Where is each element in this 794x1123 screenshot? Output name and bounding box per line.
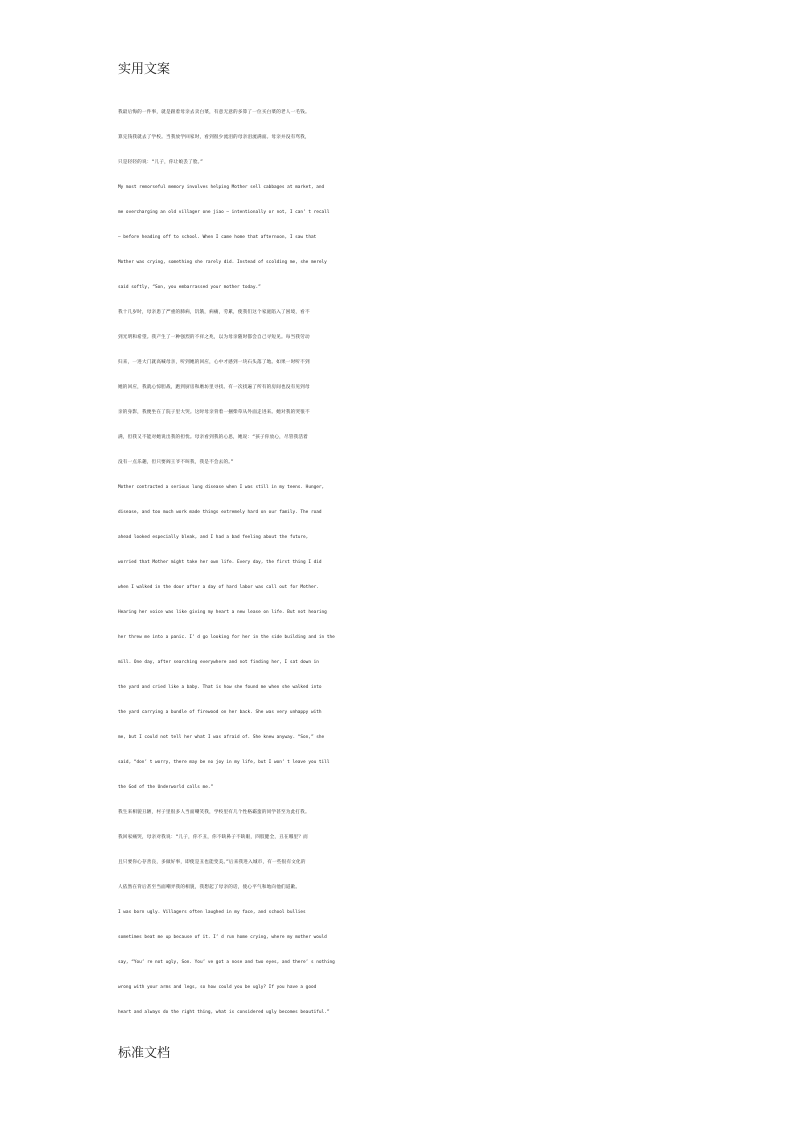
paragraph-zh <box>118 100 708 175</box>
page-header: 实用文案 <box>118 62 171 77</box>
text-line: 满，但我又不能对她说出我的担忧。母亲看到我的心思，她说：“孩子你放心，尽管我活着 <box>118 435 308 440</box>
document-body <box>118 100 708 1025</box>
text-line: 我生来相貌丑陋，村子里很多人当面嘲笑我，学校里有几个性格霸蛮的同学甚至为此打我。 <box>118 810 310 815</box>
text-line: Mother was crying, something she rarely did. Instead of scolding me, she merely <box>118 260 327 265</box>
text-line: say, “You’ re not ugly, Son. You’ ve got a nose and two eyes, and there’ s nothing <box>118 960 335 965</box>
text-line: sometimes beat me up because of it. I’ d run home crying, where my mother would <box>118 935 327 940</box>
text-line: her threw me into a panic. I’ d go looking for her in the side building and in the <box>118 635 335 640</box>
text-line: heart and always do the right thing, what is considered ugly becomes beautiful.” <box>118 1010 330 1015</box>
text-line: 且只要你心存善良，多做好事，即使是丑也能变美。”后来我进入城市，有一些很有文化的 <box>118 860 306 865</box>
paragraph-en <box>118 475 708 800</box>
paragraph-zh <box>118 300 708 475</box>
text-line: ahead looked especially bleak, and I had a bad feeling about the future, <box>118 535 309 540</box>
text-line: the God of the Underworld calls me.” <box>118 785 214 790</box>
text-line: Hearing her voice was like giving my heart a new lease on life. But not hearing <box>118 610 327 615</box>
text-line: 只是轻轻的说：“儿子，你让娘丢了脸。” <box>118 160 204 165</box>
text-line: said, “don’ t worry, there may be no joy in my life, but I won’ t leave you till <box>118 760 330 765</box>
text-line: 人依然在背后甚至当面嘲弄我的相貌，我想起了母亲的话，使心平气和地向他们道歉。 <box>118 885 301 890</box>
text-line: 她的回应，我就心惊胆战，跑到厨房和磨坊里寻找。有一次找遍了所有的房间也没有见到母 <box>118 385 310 390</box>
text-line: me overcharging an old villager one jiao – intentionally or not, I can’ t recall <box>118 210 330 215</box>
text-line: 我最后悔的一件事，就是跟着母亲去卖白菜，有意无意的多算了一位买白菜的老人一毛钱。 <box>118 110 310 115</box>
paragraph-en <box>118 900 708 1025</box>
text-line: Mother contracted a serious lung disease when I was still in my teens. Hunger, <box>118 485 325 490</box>
text-line: I was born ugly. Villagers often laughed in my face, and school bullies <box>118 910 306 915</box>
text-line: 我回家痛哭，母亲对我说：“儿子，你不丑，你不缺鼻子不缺眼，四肢健全，丑在哪里？而 <box>118 835 308 840</box>
text-line: me, but I could not tell her what I was afraid of. She knew anyway. “Son,” she <box>118 735 325 740</box>
text-line: 亲的身影，我便坐在了院子里大哭。这时母亲背着一捆柴草从外面走进来。她对我的哭很不 <box>118 410 310 415</box>
paragraph-zh <box>118 800 708 900</box>
text-line: 归来，一进大门就高喊母亲，听到她的回应，心中才感到一块石头落了地。如果一时听不到 <box>118 360 310 365</box>
page-footer: 标准文档 <box>118 1046 171 1061</box>
text-line: My most remorseful memory involves helping Mother sell cabbages at market, and <box>118 185 325 190</box>
text-line: disease, and too much work made things extremely hard on our family. The road <box>118 510 322 515</box>
text-line: 算完钱我就去了学校。当我放学回家时，看到很少流泪的母亲泪流满面。母亲并没有骂我， <box>118 135 310 140</box>
paragraph-en <box>118 175 708 300</box>
text-line: 我十几岁时，母亲患了严重的肺病，饥饿，病痛，劳累，使我们这个家庭陷入了困境，看不 <box>118 310 310 315</box>
text-line: mill. One day, after searching everywhere and not finding her, I sat down in <box>118 660 319 665</box>
text-line: said softly, “Son, you embarrassed your mother today.” <box>118 285 261 290</box>
text-line: the yard and cried like a baby. That is how she found me when she walked into <box>118 685 322 690</box>
text-line: – before heading off to school. When I came home that afternoon, I saw that <box>118 235 317 240</box>
text-line: 到光明和希望。我产生了一种强烈的不祥之兆，以为母亲随时都会自己寻短见。每当我劳动 <box>118 335 310 340</box>
text-line: when I walked in the door after a day of hard labor was call out for Mother. <box>118 585 319 590</box>
text-line: worried that Mother might take her own life. Every day, the first thing I did <box>118 560 322 565</box>
text-line: the yard carrying a bundle of firewood on her back. She was very unhappy with <box>118 710 322 715</box>
text-line: 没有一点乐趣，但只要阎王爷不叫我，我是不会去的。” <box>118 460 234 465</box>
text-line: wrong with your arms and legs, so how could you be ugly? If you have a good <box>118 985 317 990</box>
